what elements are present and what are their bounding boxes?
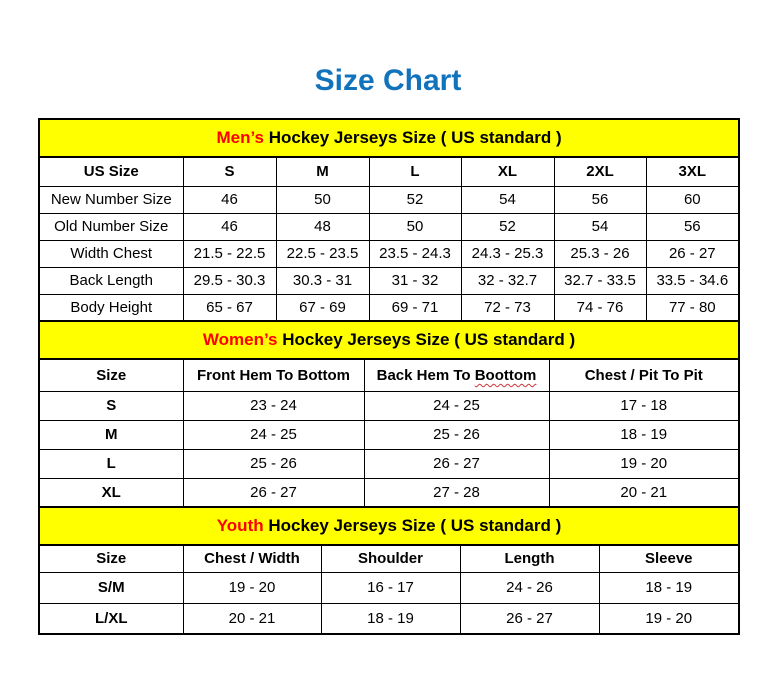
womens-section-title-rest: Hockey Jerseys Size ( US standard ) bbox=[277, 330, 576, 349]
table-cell: 16 - 17 bbox=[321, 572, 460, 603]
row-label: L bbox=[39, 449, 183, 478]
table-cell: 77 - 80 bbox=[646, 294, 739, 321]
womens-section-title-accent: Women’s bbox=[202, 330, 278, 349]
table-cell: 25 - 26 bbox=[364, 420, 549, 449]
column-header: Shoulder bbox=[321, 545, 460, 572]
youth-section-band bbox=[39, 507, 739, 545]
mens-section-title-accent: Men’s bbox=[216, 128, 264, 147]
table-cell: 24 - 25 bbox=[183, 420, 364, 449]
column-header-text: Back Hem To bbox=[376, 366, 475, 384]
table-cell: 46 bbox=[183, 186, 276, 213]
table-row bbox=[39, 572, 739, 603]
table-cell: 48 bbox=[276, 213, 369, 240]
row-label: Back Length bbox=[39, 267, 183, 294]
mens-section-title bbox=[39, 119, 739, 157]
row-label: M bbox=[39, 420, 183, 449]
table-cell: 54 bbox=[461, 186, 554, 213]
table-cell: 24.3 - 25.3 bbox=[461, 240, 554, 267]
table-cell: 20 - 21 bbox=[549, 478, 739, 507]
table-cell: 26 - 27 bbox=[183, 478, 364, 507]
table-cell: 29.5 - 30.3 bbox=[183, 267, 276, 294]
table-cell: 30.3 - 31 bbox=[276, 267, 369, 294]
table-cell: 60 bbox=[646, 186, 739, 213]
table-cell: 19 - 20 bbox=[599, 603, 739, 634]
table-cell: 17 - 18 bbox=[549, 391, 739, 420]
table-cell: 33.5 - 34.6 bbox=[646, 267, 739, 294]
table-row bbox=[39, 420, 739, 449]
table-cell: 65 - 67 bbox=[183, 294, 276, 321]
youth-section-title-rest: Hockey Jerseys Size ( US standard ) bbox=[263, 516, 562, 535]
table-cell: 50 bbox=[369, 213, 461, 240]
table-row bbox=[39, 213, 739, 240]
mens-header-row bbox=[39, 157, 739, 186]
youth-header-row bbox=[39, 545, 739, 572]
table-cell: 46 bbox=[183, 213, 276, 240]
column-header: Size bbox=[39, 545, 183, 572]
column-header: US Size bbox=[39, 157, 183, 186]
column-header: XL bbox=[461, 157, 554, 186]
womens-size-table bbox=[38, 320, 740, 508]
table-cell: 24 - 26 bbox=[460, 572, 599, 603]
womens-header-row bbox=[39, 359, 739, 391]
table-row bbox=[39, 478, 739, 507]
table-cell: 25 - 26 bbox=[183, 449, 364, 478]
table-cell: 56 bbox=[646, 213, 739, 240]
table-cell: 74 - 76 bbox=[554, 294, 646, 321]
table-cell: 21.5 - 22.5 bbox=[183, 240, 276, 267]
table-cell: 26 - 27 bbox=[460, 603, 599, 634]
table-cell: 18 - 19 bbox=[599, 572, 739, 603]
table-cell: 26 - 27 bbox=[646, 240, 739, 267]
size-chart bbox=[38, 118, 738, 635]
column-header: Length bbox=[460, 545, 599, 572]
column-header-back-hem bbox=[364, 359, 549, 391]
column-header: S bbox=[183, 157, 276, 186]
table-cell: 52 bbox=[461, 213, 554, 240]
table-cell: 23.5 - 24.3 bbox=[369, 240, 461, 267]
row-label: New Number Size bbox=[39, 186, 183, 213]
column-header: L bbox=[369, 157, 461, 186]
column-header: Size bbox=[39, 359, 183, 391]
table-cell: 69 - 71 bbox=[369, 294, 461, 321]
table-cell: 72 - 73 bbox=[461, 294, 554, 321]
column-header: Sleeve bbox=[599, 545, 739, 572]
womens-section-title bbox=[39, 321, 739, 359]
table-cell: 19 - 20 bbox=[183, 572, 321, 603]
table-cell: 31 - 32 bbox=[369, 267, 461, 294]
column-header: M bbox=[276, 157, 369, 186]
womens-section-band bbox=[39, 321, 739, 359]
table-row bbox=[39, 294, 739, 321]
table-cell: 18 - 19 bbox=[321, 603, 460, 634]
column-header: Front Hem To Bottom bbox=[183, 359, 364, 391]
table-cell: 67 - 69 bbox=[276, 294, 369, 321]
table-row bbox=[39, 391, 739, 420]
row-label: L/XL bbox=[39, 603, 183, 634]
table-cell: 32 - 32.7 bbox=[461, 267, 554, 294]
column-header: Chest / Pit To Pit bbox=[549, 359, 739, 391]
misspelled-word: Boottom bbox=[474, 366, 537, 384]
row-label: S/M bbox=[39, 572, 183, 603]
column-header: Chest / Width bbox=[183, 545, 321, 572]
row-label: S bbox=[39, 391, 183, 420]
mens-size-table bbox=[38, 118, 740, 322]
youth-section-title bbox=[39, 507, 739, 545]
mens-section-title-rest: Hockey Jerseys Size ( US standard ) bbox=[264, 128, 562, 147]
table-row bbox=[39, 240, 739, 267]
table-cell: 25.3 - 26 bbox=[554, 240, 646, 267]
page-title: Size Chart bbox=[314, 64, 462, 97]
mens-section-band bbox=[39, 119, 739, 157]
table-cell: 50 bbox=[276, 186, 369, 213]
table-row bbox=[39, 603, 739, 634]
table-row bbox=[39, 186, 739, 213]
table-cell: 26 - 27 bbox=[364, 449, 549, 478]
table-cell: 22.5 - 23.5 bbox=[276, 240, 369, 267]
table-cell: 56 bbox=[554, 186, 646, 213]
column-header: 2XL bbox=[554, 157, 646, 186]
table-cell: 32.7 - 33.5 bbox=[554, 267, 646, 294]
table-cell: 27 - 28 bbox=[364, 478, 549, 507]
table-cell: 20 - 21 bbox=[183, 603, 321, 634]
youth-size-table bbox=[38, 506, 740, 635]
table-cell: 18 - 19 bbox=[549, 420, 739, 449]
table-row bbox=[39, 449, 739, 478]
youth-section-title-accent: Youth bbox=[216, 516, 264, 535]
column-header: 3XL bbox=[646, 157, 739, 186]
row-label: Body Height bbox=[39, 294, 183, 321]
table-cell: 54 bbox=[554, 213, 646, 240]
row-label: Old Number Size bbox=[39, 213, 183, 240]
row-label: Width Chest bbox=[39, 240, 183, 267]
table-cell: 19 - 20 bbox=[549, 449, 739, 478]
table-cell: 24 - 25 bbox=[364, 391, 549, 420]
table-cell: 23 - 24 bbox=[183, 391, 364, 420]
row-label: XL bbox=[39, 478, 183, 507]
table-row bbox=[39, 267, 739, 294]
table-cell: 52 bbox=[369, 186, 461, 213]
